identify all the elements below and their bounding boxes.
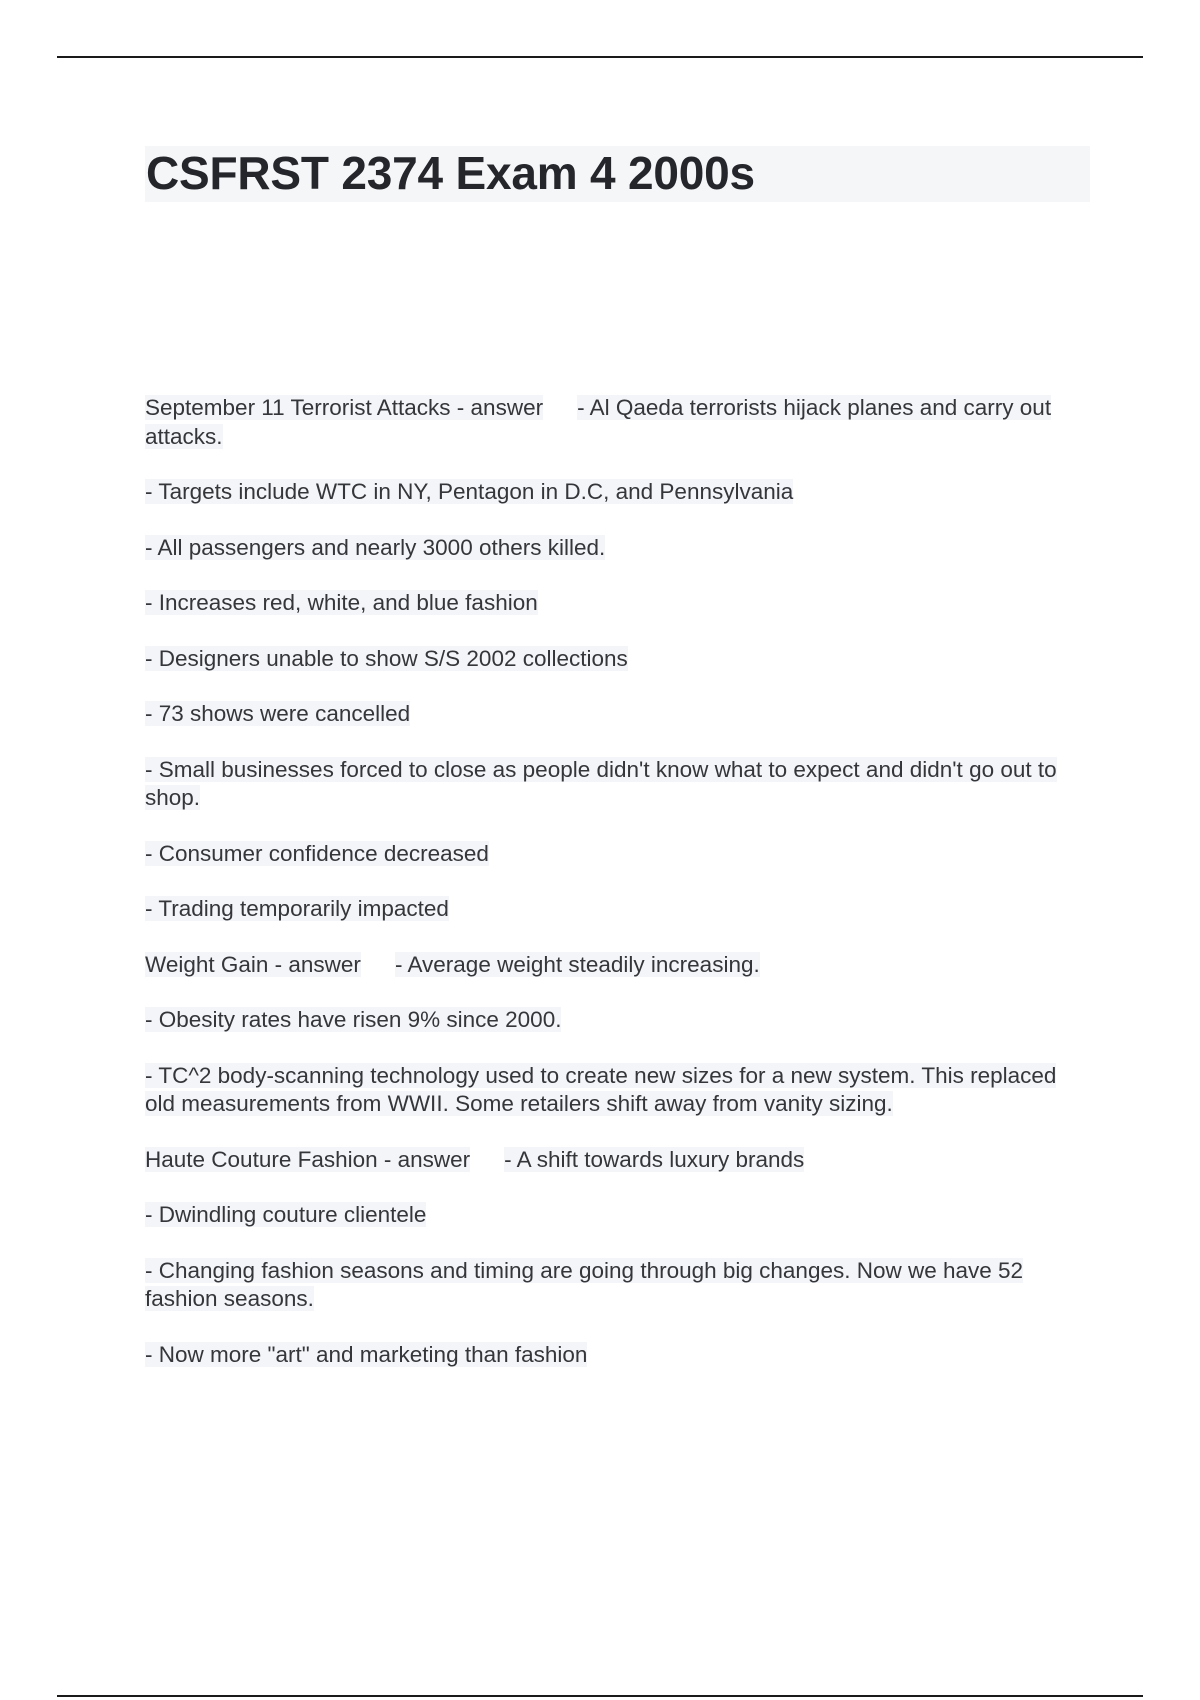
entry-text: - 73 shows were cancelled <box>145 701 411 726</box>
entry-paragraph <box>145 895 1065 924</box>
entry-text: - Increases red, white, and blue fashion <box>145 590 538 615</box>
entry-term: Weight Gain - answer <box>145 951 361 977</box>
document-title: CSFRST 2374 Exam 4 2000s <box>146 147 755 199</box>
entry-paragraph <box>145 1257 1065 1314</box>
entry-term: September 11 Terrorist Attacks - answer <box>145 395 544 420</box>
entry-paragraph <box>145 951 1065 980</box>
bottom-rule <box>57 1695 1143 1697</box>
document-body <box>145 394 1065 1396</box>
entry-paragraph <box>145 1062 1065 1119</box>
top-rule <box>57 56 1143 58</box>
entry-text: - Consumer confidence decreased <box>145 840 489 866</box>
entry-text: - Targets include WTC in NY, Pentagon in D.C, and Pennsylvania <box>145 479 794 504</box>
entry-paragraph <box>145 534 1065 563</box>
entry-paragraph <box>145 645 1065 674</box>
entry-paragraph <box>145 394 1065 451</box>
entry-text: - All passengers and nearly 3000 others killed. <box>145 534 606 560</box>
entry-text: - Dwindling couture clientele <box>145 1202 427 1227</box>
entry-paragraph <box>145 1201 1065 1230</box>
entry-paragraph <box>145 700 1065 729</box>
entry-term: Haute Couture Fashion - answer <box>145 1146 471 1172</box>
entry-text: - A shift towards luxury brands <box>504 1146 805 1172</box>
entry-text: - Designers unable to show S/S 2002 collections <box>145 645 628 671</box>
entry-text: - TC^2 body-scanning technology used to create new sizes for a new system. This replaced old measurements from WWII. Some retailers shift away from vanity sizing. <box>145 1062 1057 1116</box>
entry-text: - Trading temporarily impacted <box>145 896 449 921</box>
entry-text: - Changing fashion seasons and timing are going through big changes. Now we have 52 fashion seasons. <box>145 1257 1024 1311</box>
entry-paragraph <box>145 1146 1065 1175</box>
entry-text: - Average weight steadily increasing. <box>394 951 760 977</box>
entry-text: - Small businesses forced to close as people didn't know what to expect and didn't go out to shop. <box>145 756 1057 810</box>
entry-paragraph <box>145 756 1065 813</box>
entry-paragraph <box>145 589 1065 618</box>
entry-paragraph <box>145 840 1065 869</box>
entry-paragraph <box>145 478 1065 507</box>
entry-text: - Al Qaeda terrorists hijack planes and carry out attacks. <box>145 395 1052 449</box>
entry-text: - Now more "art" and marketing than fashion <box>145 1341 588 1367</box>
entry-text: - Obesity rates have risen 9% since 2000. <box>145 1007 562 1032</box>
entry-paragraph <box>145 1006 1065 1035</box>
entry-paragraph <box>145 1341 1065 1370</box>
